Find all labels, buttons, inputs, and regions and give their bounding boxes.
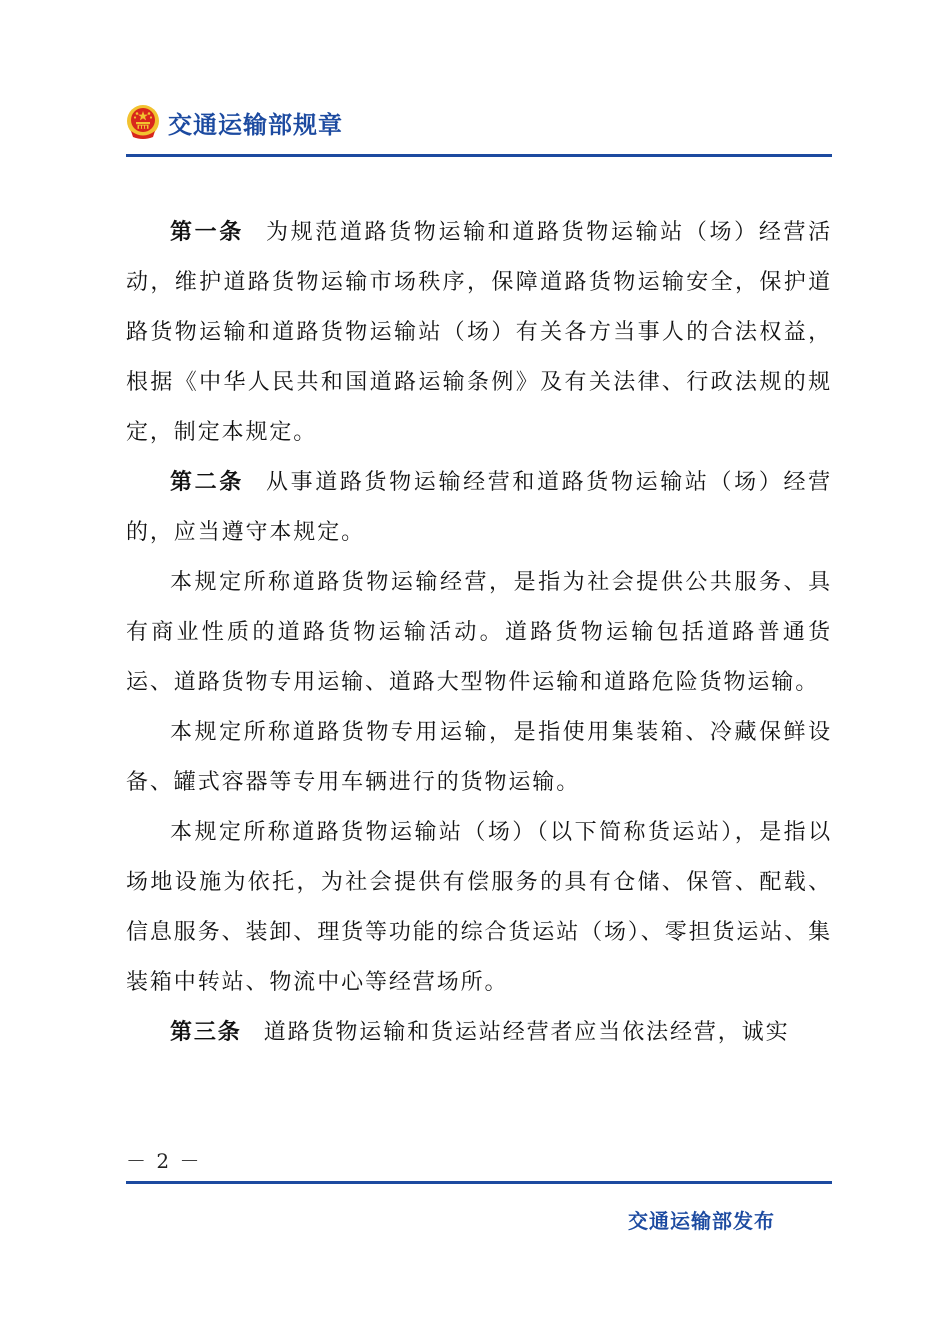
national-emblem-icon [126,104,160,140]
footer-publisher: 交通运输部发布 [628,1209,775,1233]
article-3-label: 第三条 [170,1020,242,1045]
article-2-label: 第二条 [170,470,244,495]
header-title: 交通运输部规章 [168,110,343,139]
article-2-clause-special-transport: 本规定所称道路货物专用运输，是指使用集装箱、冷藏保鲜设备、罐式容器等专用车辆进行的货物运输。 [126,720,832,795]
article-3-text: 道路货物运输和货运站经营者应当依法经营，诚实 [263,1020,790,1045]
article-2-text: 从事道路货物运输经营和道路货物运输站（场）经营的，应当遵守本规定。 [126,470,833,545]
article-2-clause-freight-station: 本规定所称道路货物运输站（场）（以下简称货运站），是指以场地设施为依托，为社会提供有偿服务的具有仓储、保管、配载、信息服务、装卸、理货等功能的综合货运站（场）、零担货运站、集装箱中转站、物流中心等经营场所。 [126,820,833,995]
article-3-paragraph [126,1008,832,1058]
article-1-label: 第一条 [170,220,244,245]
footer-divider [126,1181,832,1184]
page-number: － 2 － [126,1149,202,1173]
article-1-paragraph [126,208,832,458]
page-header [126,100,343,144]
article-2-clause-freight-business: 本规定所称道路货物运输经营，是指为社会提供公共服务、具有商业性质的道路货物运输活动。道路货物运输包括道路普通货运、道路货物专用运输、道路大型物件运输和道路危险货物运输。 [126,570,832,695]
article-1-text: 为规范道路货物运输和道路货物运输站（场）经营活动，维护道路货物运输市场秩序，保障道路货物运输安全，保护道路货物运输和道路货物运输站（场）有关各方当事人的合法权益，根据《中华人民共和国道路运输条例》及有关法律、行政法规的规定，制定本规定。 [126,220,833,445]
header-divider [126,154,832,157]
document-body [126,208,832,1058]
article-2-paragraph [126,458,832,558]
